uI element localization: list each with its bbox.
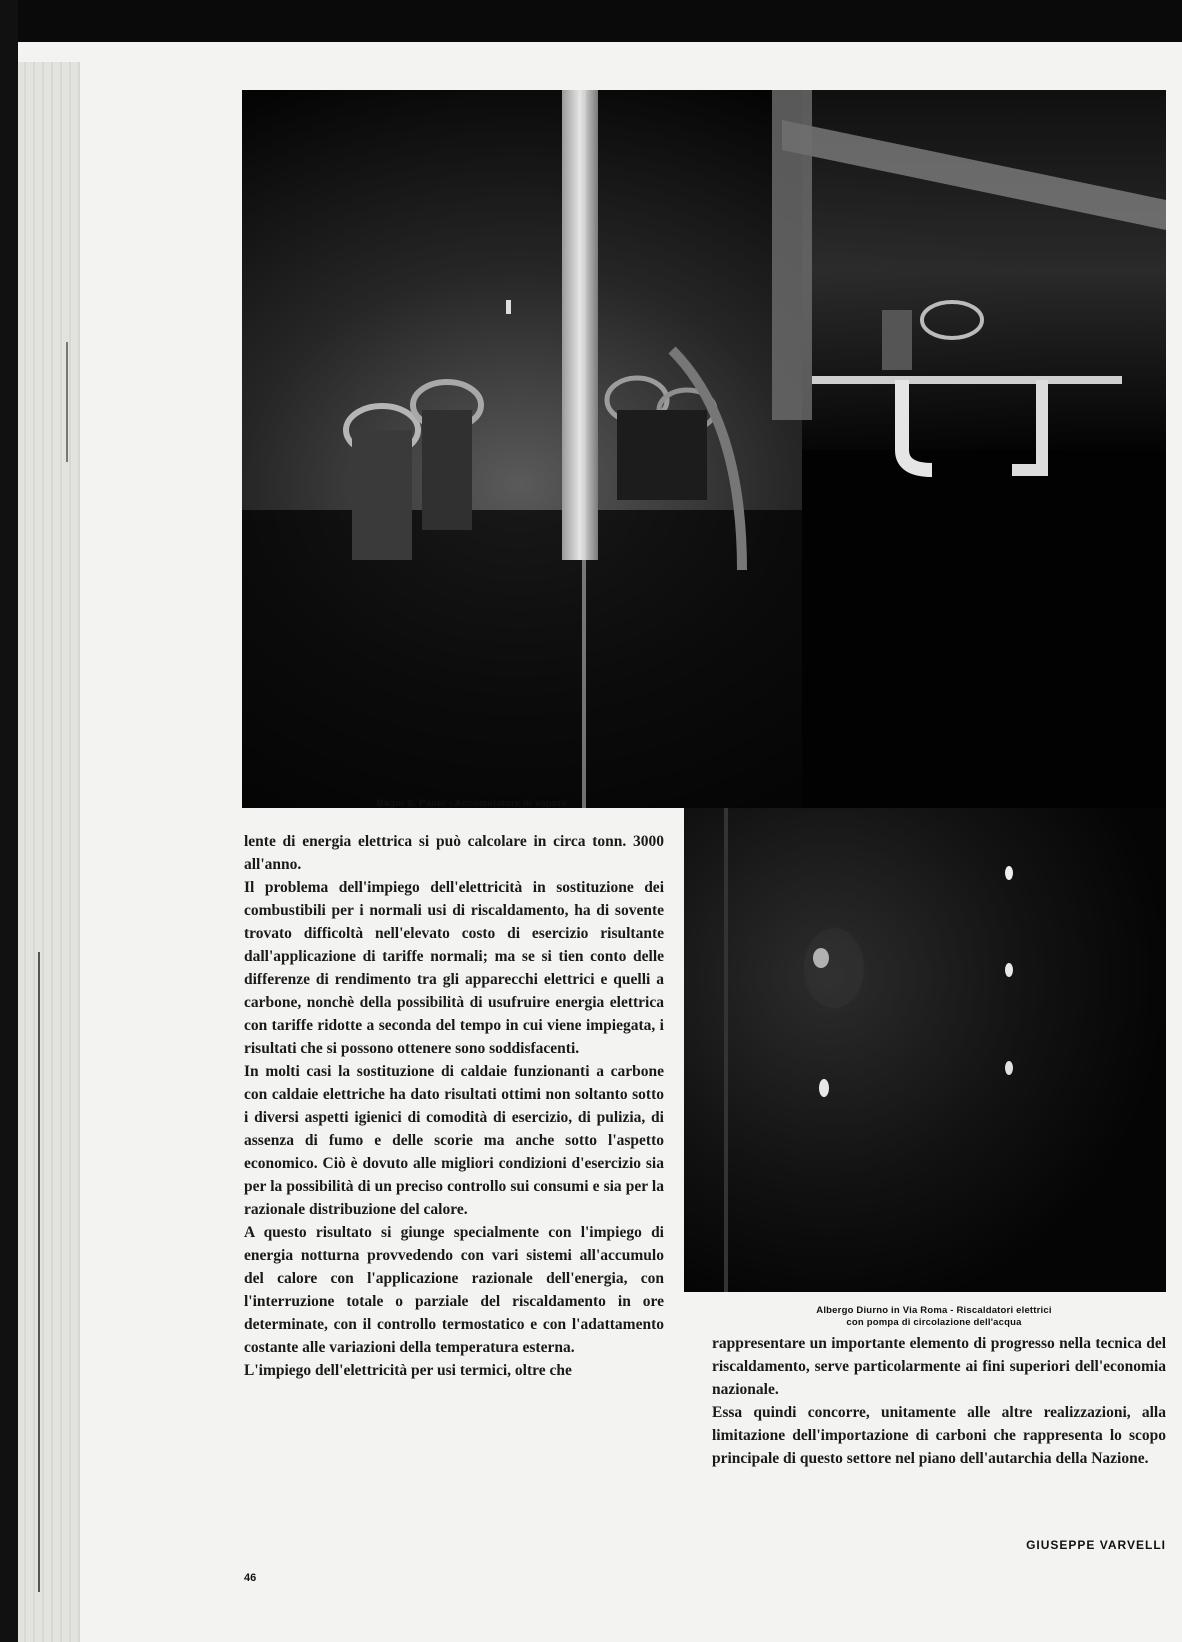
binding-mark <box>66 342 68 462</box>
photo-caption-bottom <box>724 1305 1144 1329</box>
paragraph: Essa quindi concorre, unitamente alle altre realizzazioni, alla limitazione dell'importazione di carboni che rappresenta lo scopo principale di questo settore nel piano dell'autarchia della Nazione. <box>712 1404 1166 1467</box>
stacked-page-edges <box>18 62 80 1642</box>
left-text-column <box>244 830 664 1382</box>
binding-mark <box>38 952 40 1592</box>
steam-accumulator-image <box>242 90 1166 808</box>
paragraph: L'impiego dell'elettricità per usi termici, oltre che <box>244 1362 572 1379</box>
page-number: 46 <box>244 1572 257 1584</box>
author-signature: GIUSEPPE VARVELLI <box>1026 1538 1166 1552</box>
scan-border-left <box>0 0 18 1642</box>
electric-heaters-image <box>684 808 1166 1292</box>
electric-heaters-photo <box>684 808 1166 1292</box>
photo-caption-bottom-line1: Albergo Diurno in Via Roma - Riscaldatori elettrici <box>816 1305 1052 1316</box>
steam-accumulator-photo <box>242 90 1166 808</box>
paragraph: lente di energia elettrica si può calcolare in circa tonn. 3000 all'anno. <box>244 833 664 873</box>
magazine-page <box>18 42 1182 1642</box>
right-text-column <box>712 1332 1166 1470</box>
photo-caption-bottom-line2: con pompa di circolazione dell'acqua <box>846 1317 1022 1328</box>
photo-caption-top: Bagni S. Paolo - Accumulatore di vapore <box>376 798 568 809</box>
scan-border-top <box>0 0 1182 44</box>
paragraph: Il problema dell'impiego dell'elettricità in sostituzione dei combustibili per i normali usi di riscaldamento, ha di sovente trovato difficoltà nell'elevato costo di esercizio risultante dall'applicazione di tariffe normali; ma se si tien conto delle differenze di rendimento tra gli apparecchi elettrici e quelli a carbone, nonchè della possibilità di usufruire energia elettrica con tariffe ridotte a seconda del tempo in cui viene impiegata, i risultati che si possono ottenere sono soddisfacenti. <box>244 879 664 1057</box>
paragraph: In molti casi la sostituzione di caldaie funzionanti a carbone con caldaie elettriche ha dato risultati ottimi non soltanto sotto i diversi aspetti igienici di comodità di esercizio, di pulizia, di assenza di fumo e delle scorie ma anche sotto l'aspetto economico. Ciò è dovuto alle migliori condizioni d'esercizio sia per la possibilità di un preciso controllo sui consumi e sia per la razionale distribuzione del calore. <box>244 1063 664 1218</box>
paragraph: A questo risultato si giunge specialmente con l'impiego di energia notturna provvedendo con vari sistemi all'accumulo del calore con l'applicazione razionale dell'energia, con l'interruzione totale o parziale del riscaldamento in ore determinate, con il controllo termostatico e con l'adattamento costante alle variazioni della temperatura esterna. <box>244 1224 664 1356</box>
paragraph: rappresentare un importante elemento di progresso nella tecnica del riscaldamento, serve particolarmente ai fini superiori dell'economia nazionale. <box>712 1335 1166 1398</box>
